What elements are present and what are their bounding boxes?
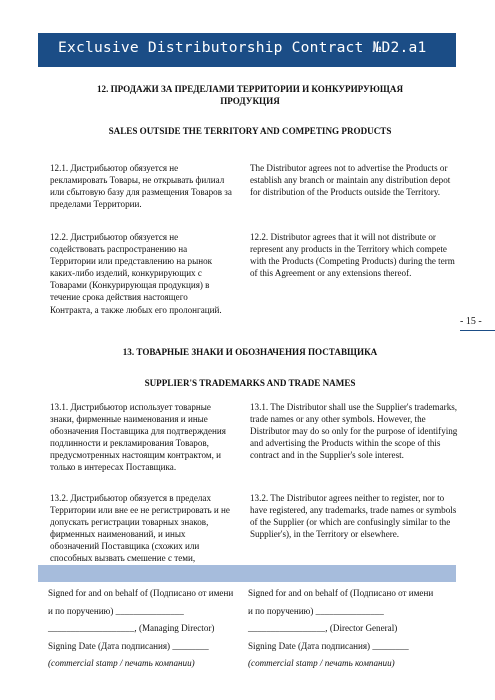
signature-left-line-4: Signing Date (Дата подписания) ________ [48, 641, 209, 651]
clause-12-2-en: 12.2. Distributor agrees that it will not distribute or represent any products in the Territory which compete with the Products (Competing Products) during the term of this Agreement or any extensions thereof. [250, 232, 455, 279]
section-13-title-ru: 13. ТОВАРНЫЕ ЗНАКИ И ОБОЗНАЧЕНИЯ ПОСТАВЩИКА [122, 347, 378, 357]
signature-left-line-1: Signed for and on behalf of (Подписано от имени [48, 588, 234, 598]
clause-13-2-en: 13.2. The Distributor agrees neither to register, nor to have registered, any trademarks, trade names or symbols of the Supplier (or which are confusingly similar to the Supplier's), in the Territory or elsewhere. [250, 493, 457, 540]
signature-right-line-2: и по поручению) _______________ [248, 606, 384, 616]
signature-right-line-4: Signing Date (Дата подписания) ________ [248, 641, 409, 651]
signature-band [38, 565, 456, 582]
clause-13-1-ru: 13.1. Дистрибьютор использует товарные знаки, фирменные наименования и иные обозначения Поставщика для подтверждения подлинности и рекламирования Товаров, предусмотренных настоящим контрактом, и только в интересах Поставщика. [50, 402, 226, 473]
section-12-title-ru: 12. ПРОДАЖИ ЗА ПРЕДЕЛАМИ ТЕРРИТОРИИ И КОНКУРИРУЮЩАЯ ПРОДУКЦИЯ [96, 84, 404, 106]
document-title: Exclusive Distributorship Contract №D2.a1 [58, 39, 427, 56]
signature-right-stamp-note: (commercial stamp / печать компании) [248, 658, 395, 668]
clause-13-2-ru: 13.2. Дистрибьютор обязуется в пределах Территории или вне ее не регистрировать и не допускать регистрации товарных знаков, фирменных наименований, и иных обозначений Поставщика (схожих или способных вызвать смешение с теми, [50, 493, 230, 564]
signature-right-line-1: Signed for and on behalf of (Подписано от имени [248, 588, 434, 598]
section-13-title-en: SUPPLIER'S TRADEMARKS AND TRADE NAMES [144, 378, 356, 388]
signature-left-line-2: и по поручению) _______________ [48, 606, 184, 616]
clause-13-1-en: 13.1. The Distributor shall use the Supplier's trademarks, trade names or any other symbols. However, the Distributor may do so only for the purpose of identifying and advertising the Products within the scope of this contract and in the Supplier's sole interest. [250, 402, 458, 461]
clause-12-1-ru: 12.1. Дистрибьютор обязуется не рекламировать Товары, не открывать филиал или сбытовую базу для размещения Товаров за пределами Территории. [50, 163, 232, 210]
page-number-rule [460, 330, 495, 331]
signature-left-stamp-note: (commercial stamp / печать компании) [48, 658, 195, 668]
signature-left-line-3: ___________________, (Managing Director) [48, 623, 215, 633]
page-number: - 15 - [460, 316, 482, 327]
section-12-title-en: SALES OUTSIDE THE TERRITORY AND COMPETING PRODUCTS [108, 126, 392, 136]
clause-12-2-ru: 12.2. Дистрибьютор обязуется не содействовать распространению на Территории или представлению на рынок каких-либо изделий, конкурирующих с Товарами (Конкурирующая продукция) в течение срока действия настоящего Контракта, а также любых его пролонгаций. [50, 232, 222, 315]
clause-12-1-en: The Distributor agrees not to advertise the Products or establish any branch or maintain any distribution depot for distribution of the Products outside the Territory. [250, 163, 451, 198]
signature-right-line-3: _________________, (Director General) [248, 623, 398, 633]
